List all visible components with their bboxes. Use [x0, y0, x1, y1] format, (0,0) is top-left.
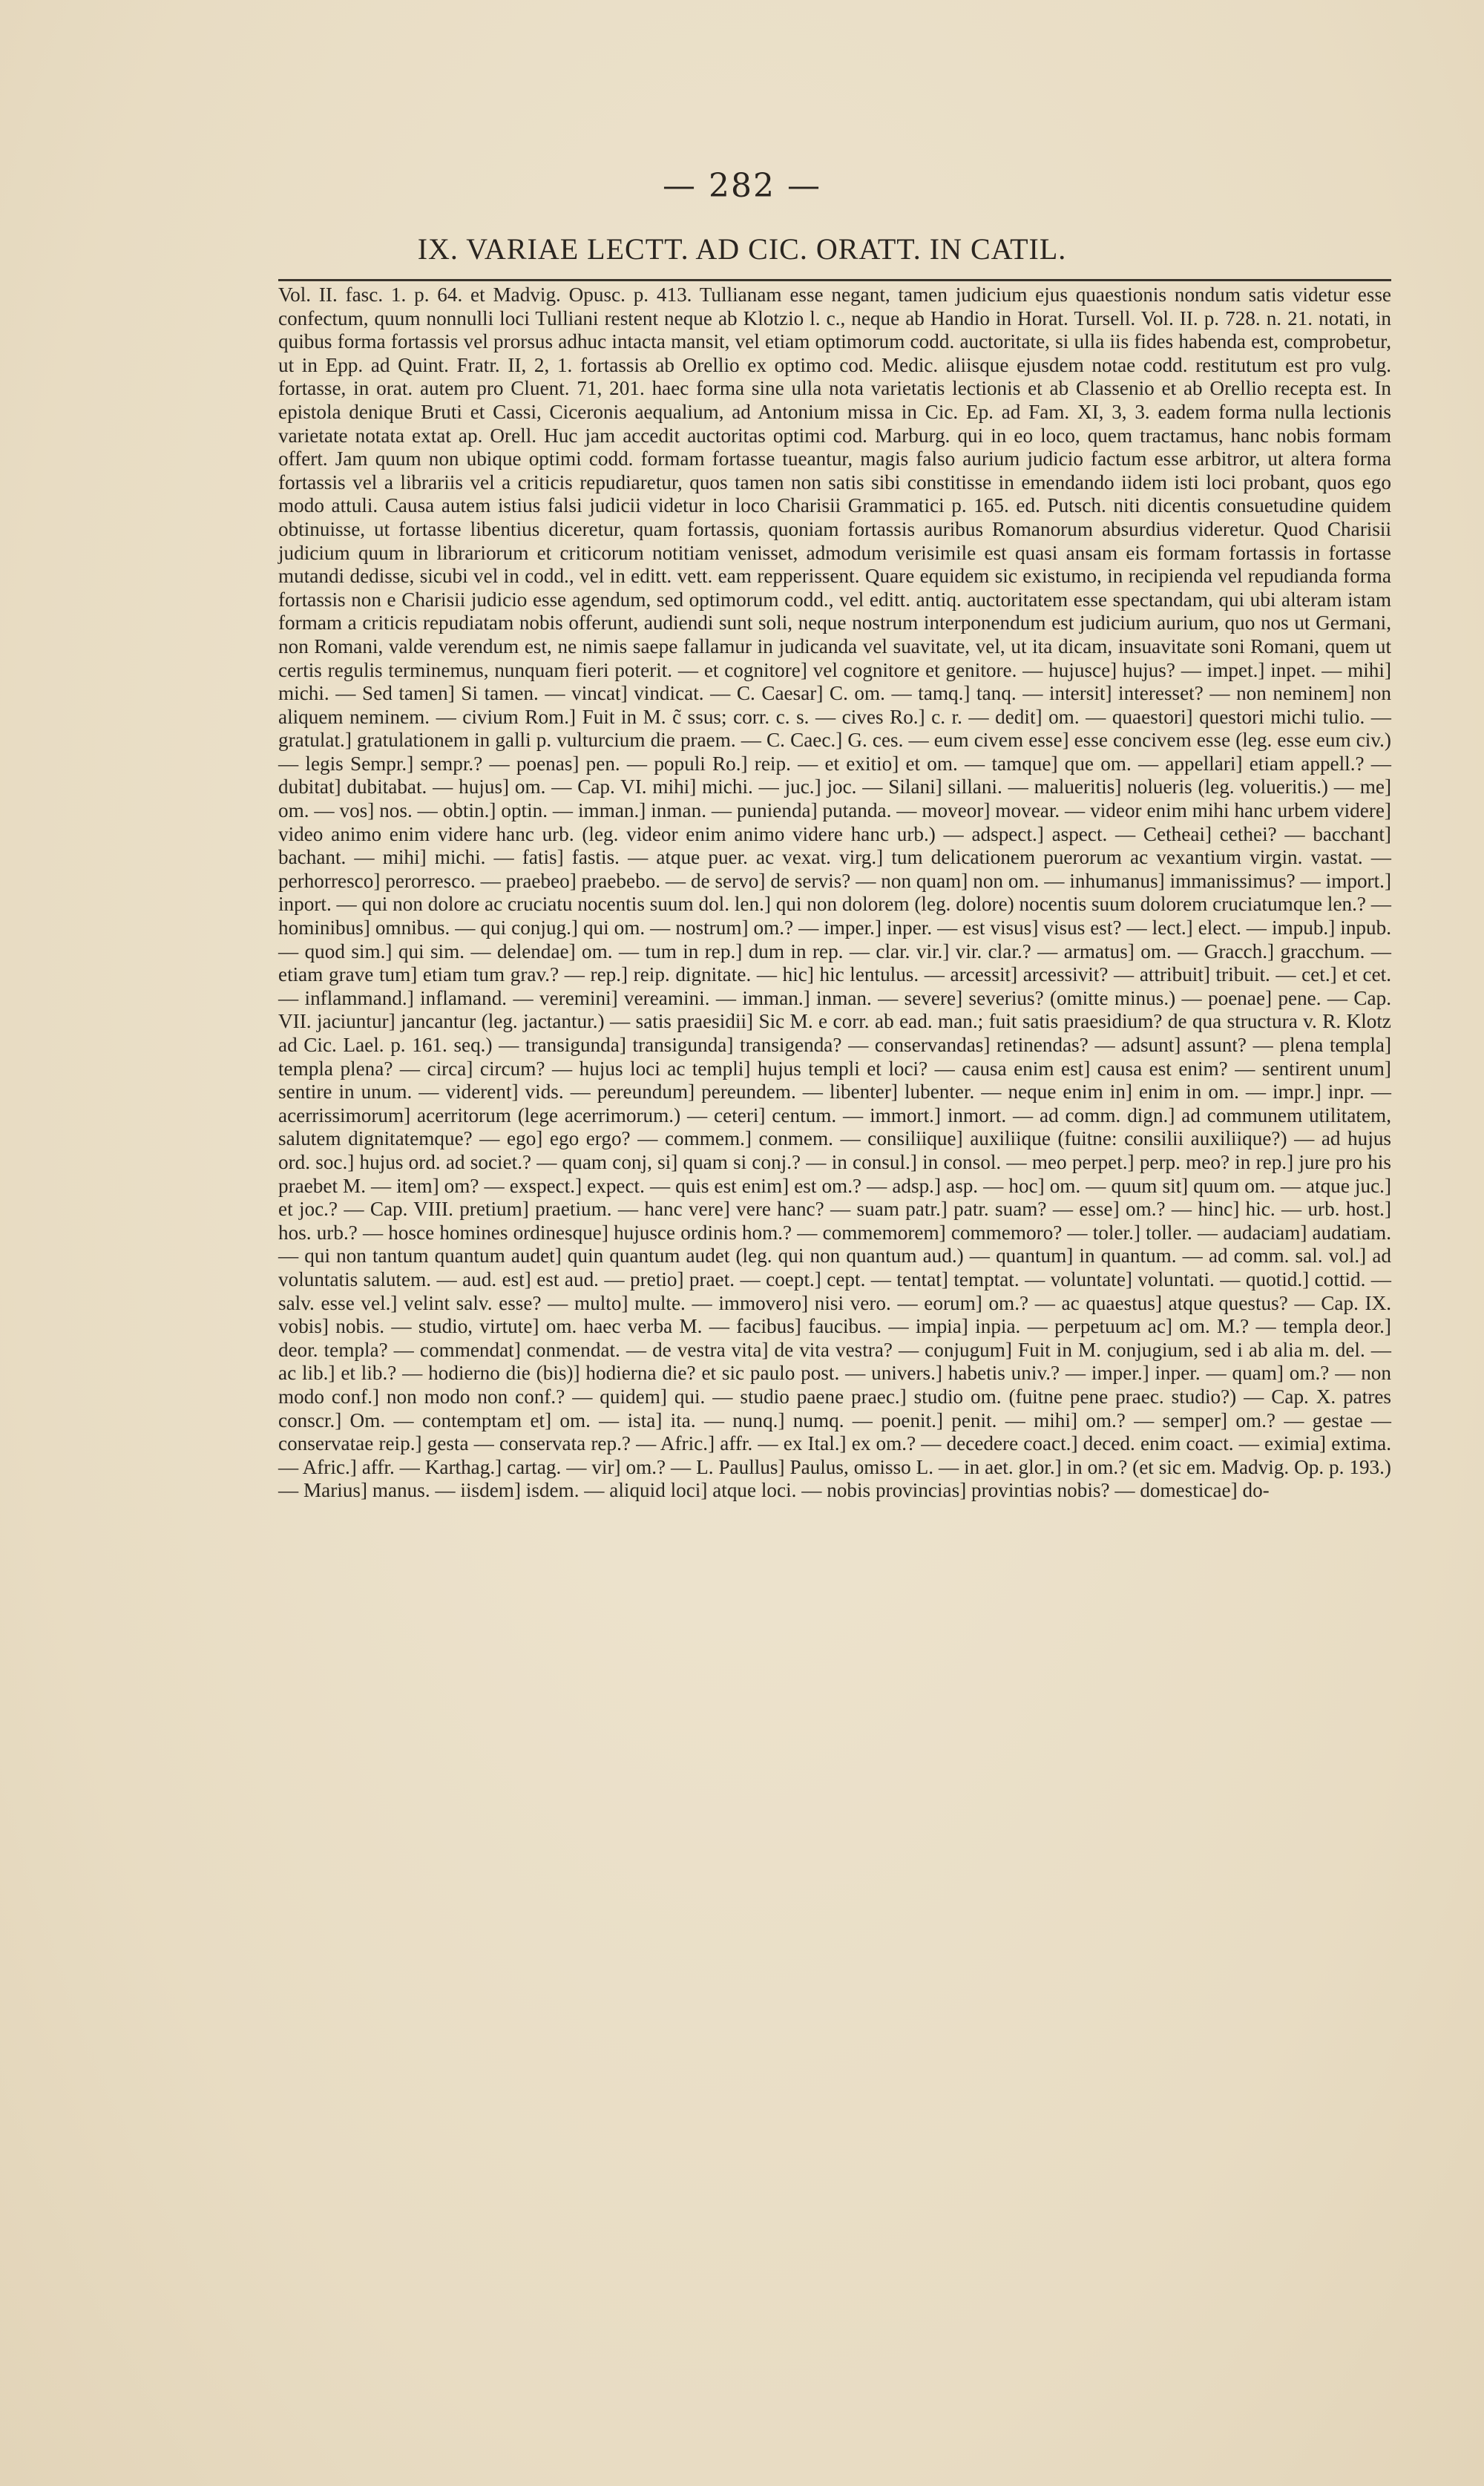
- body-text: [278, 283, 1391, 1503]
- header-rule: [278, 279, 1391, 281]
- paragraph: Vol. II. fasc. 1. p. 64. et Madvig. Opusc. p. 413. Tullianam esse negant, tamen judicium ejus quaestionis nondum satis videtur esse confectum, quum nonnulli loci Tulliani restent neque ab Klotzio l. c., neque ab Handio in Horat. Tursell. Vol. II. p. 728. n. 21. notati, in quibus forma fortassis vel prorsus adhuc intacta mansit, vel etiam optimorum codd. auctoritate, si ulla iis fides habenda est, comprobetur, ut in Epp. ad Quint. Fratr. II, 2, 1. fortassis ab Orellio ex optimo cod. Medic. aliisque ejusdem notae codd. restitutum est pro vulg. fortasse, in orat. autem pro Cluent. 71, 201. haec forma sine ulla nota varietatis lectionis et ab Classenio et ab Orellio recepta est. In epistola denique Bruti et Cassi, Ciceronis aequalium, ad Antonium missa in Cic. Ep. ad Fam. XI, 3, 3. eadem forma nulla lectionis varietate notata extat ap. Orell. Huc jam accedit auctoritas optimi cod. Marburg. qui in eo loco, quem tractamus, hanc nobis formam offert. Jam quum non ubique optimi codd. formam fortasse tueantur, magis falso aurium judicio factum esse arbitror, ut altera forma fortassis vel a librariis vel a criticis repudiaretur, quos tamen non satis sibi constitisse in emendando iidem isti loci probant, quos ego modo attuli. Causa autem istius falsi judicii videtur in loco Charisii Grammatici p. 165. ed. Putsch. niti dicentis consuetudine quidem obtinuisse, ut fortasse libentius diceretur, quam fortassis, quoniam fortassis auribus Romanorum absurdius videretur. Quod Charisii judicium quum in librariorum et criticorum notitiam venisset, admodum verisimile est quasi ansam eis formam fortassis in fortasse mutandi dedisse, sicubi vel in codd., vel in editt. vett. eam repperissent. Quare equidem sic existumo, in recipienda vel repudianda forma fortassis non e Charisii judicio esse agendum, sed optimorum codd., vel editt. antiq. auctoritatem esse spectandam, qui ubi alteram istam formam a criticis repudiatam nobis offerunt, audiendi sunt soli, neque nostrum interponendum est judicium aurium, quo nos ut Germani, non Romani, valde verendum est, ne nimis saepe fallamur in judicanda vel suavitate, vel, ut ita dicam, insuavitate soni Romani, quem ut certis regulis terminemus, nunquam fieri poterit. — et cognitore] vel cognitore et genitore. — hujusce] hujus? — impet.] inpet. — mihi] michi. — Sed tamen] Si tamen. — vincat] vindicat. — C. Caesar] C. om. — tamq.] tanq. — intersit] interesset? — non neminem] non aliquem neminem. — civium Rom.] Fuit in M. c̃ ssus; corr. c. s. — cives Ro.] c. r. — dedit] om. — quaestori] questori michi tulio. — gratulat.] gratulationem in galli p. vulturcium die praem. — C. Caec.] G. ces. — eum civem esse] esse concivem esse (leg. esse eum civ.) — legis Sempr.] sempr.? — poenas] pen. — populi Ro.] reip. — et exitio] et om. — tamque] que om. — appellari] etiam appell.? — dubitat] dubitabat. — hujus] om. — Cap. VI. mihi] michi. — juc.] joc. — Silani] sillani. — malueritis] nolueris (leg. volueritis.) — me] om. — vos] nos. — obtin.] optin. — imman.] inman. — punienda] putanda. — moveor] movear. — videor enim mihi hanc urbem videre] video animo enim videre hanc urb. (leg. videor enim animo videre hanc urb.) — adspect.] aspect. — Cetheai] cethei? — bacchant] bachant. — mihi] michi. — fatis] fastis. — atque puer. ac vexat. virg.] tum delicationem puerorum ac vexantium virgin. vastat. — perhorresco] perorresco. — praebeo] praebebo. — de servo] de servis? — non quam] non om. — inhumanus] immanissimus? — import.] inport. — qui non dolore ac cruciatu nocentis suum dol. len.] qui non dolorem (leg. dolore) nocentis suum dolorem cruciatumque len.? — hominibus] omnibus. — qui conjug.] qui om. — nostrum] om.? — imper.] inper. — est visus] visus est? — lect.] elect. — impub.] inpub. — quod sim.] qui sim. — delendae] om. — tum in rep.] dum in rep. — clar. vir.] vir. clar.? — armatus] om. — Gracch.] gracchum. — etiam grave tum] etiam tum grav.? — rep.] reip. dignitate. — hic] hic lentulus. — arcessit] arcessivit? — attribuit] tribuit. — cet.] et cet. — inflammand.] inflamand. — veremini] vereamini. — imman.] inman. — severe] severius? (omitte minus.) — poenae] pene. — Cap. VII. jaciuntur] jancantur (leg. jactantur.) — satis praesidii] Sic M. e corr. ab ead. man.; fuit satis praesidium? de qua structura v. R. Klotz ad Cic. Lael. p. 161. seq.) — transigunda] transigunda] transigenda? — conservandas] retinendas? — adsunt] assunt? — plena templa] templa plena? — circa] circum? — hujus loci ac templi] hujus templi et loci? — causa enim est] causa est enim? — sentirent unum] sentire in unum. — viderent] vids. — pereundum] pereundem. — libenter] lubenter. — neque enim in] enim in om. — impr.] inpr. — acerrissimorum] acerritorum (lege acerrimorum.) — ceteri] centum. — immort.] inmort. — ad comm. dign.] ad communem utilitatem, salutem dignitatemque? — ego] ego ergo? — commem.] conmem. — consiliique] auxiliique (fuitne: consilii auxiliique?) — ad hujus ord. soc.] hujus ord. ad societ.? — quam conj, si] quam si conj.? — in consul.] in consol. — meo perpet.] perp. meo? in rep.] jure pro his praebet M. — item] om? — exspect.] expect. — quis est enim] est om.? — adsp.] asp. — hoc] om. — quum sit] quum om. — atque juc.] et joc.? — Cap. VIII. pretium] praetium. — hanc vere] vere hanc? — suam patr.] patr. suam? — esse] om.? — hinc] hic. — urb. host.] hos. urb.? — hosce homines ordinesque] hujusce ordinis hom.? — commemorem] commemoro? — toler.] toller. — audaciam] audatiam. — qui non tantum quantum audet] quin quantum audet (leg. qui non quantum aud.) — quantum] in quantum. — ad comm. sal. vol.] ad voluntatis salutem. — aud. est] est aud. — pretio] praet. — coept.] cept. — tentat] temptat. — voluntate] voluntati. — quotid.] cottid. — salv. esse vel.] velint salv. esse? — multo] multe. — immovero] nisi vero. — eorum] om.? — ac quaestus] atque questus? — Cap. IX. vobis] nobis. — studio, virtute] om. haec verba M. — facibus] faucibus. — impia] inpia. — perpetuum ac] om. M.? — templa deor.] deor. templa? — commendat] conmendat. — de vestra vita] de vita vestra? — conjugum] Fuit in M. conjugium, sed i ab alia m. del. — ac lib.] et lib.? — hodierno die (bis)] hodierna die? et sic paulo post. — univers.] habetis univ.? — imper.] inper. — quam] om.? — non modo conf.] non modo non conf.? — quidem] qui. — studio paene praec.] studio om. (fuitne pene praec. studio?) — Cap. X. patres conscr.] Om. — contemptam et] om. — ista] ita. — nunq.] numq. — poenit.] penit. — mihi] om.? — semper] om.? — gestae — conservatae reip.] gesta — conservata rep.? — Afric.] affr. — ex Ital.] ex om.? — decedere coact.] deced. enim coact. — eximia] extima. — Afric.] affr. — Karthag.] cartag. — vir] om.? — L. Paullus] Paulus, omisso L. — in aet. glor.] in om.? (et sic em. Madvig. Op. p. 193.) — Marius] manus. — iisdem] isdem. — aliquid loci] atque loci. — nobis provincias] provintias nobis? — domesticae] do-: [278, 283, 1391, 1502]
- page-number: — 282 —: [663, 167, 821, 205]
- running-header: IX. VARIAE LECTT. AD CIC. ORATT. IN CATIL.: [417, 232, 1067, 266]
